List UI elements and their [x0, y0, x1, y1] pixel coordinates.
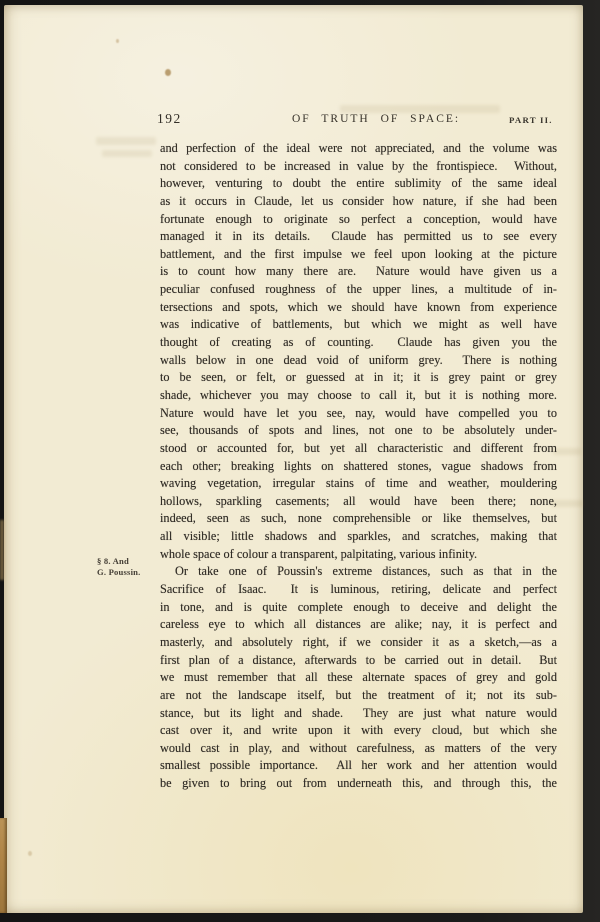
- text-line: see, thousands of spots and lines, not one to be absolutely under-: [160, 423, 557, 438]
- text-line: hollows, sparkling casements; all would have been there; none,: [160, 493, 557, 508]
- text-line: first plan of a distance, afterwards to be carried out in detail. But: [160, 652, 557, 667]
- text-line: peculiar confused roughness of the upper lines, a multitude of in-: [160, 282, 557, 297]
- text-line: was indicative of battlements, but which we might as well have: [160, 317, 557, 332]
- text-body: [160, 140, 557, 793]
- text-line: masterly, and absolutely right, if we consider it as a sketch,—as a: [160, 634, 557, 649]
- text-line: walls below in one dead void of uniform grey. There is nothing: [160, 352, 557, 367]
- text-line: we must remember that all these alternate spaces of grey and gold: [160, 670, 557, 685]
- binding-edge-strip: [0, 818, 7, 913]
- text-line: thought of creating as of counting. Claude has given you the: [160, 335, 557, 350]
- paper-speck: [116, 39, 119, 43]
- text-line: to be seen, or felt, or guessed at in it; it is grey paint or grey: [160, 370, 557, 385]
- show-through-ghost: [102, 150, 152, 157]
- margin-note-line-1: § 8. And: [97, 556, 129, 566]
- text-line: in tone, and is quite complete enough to deceive and delight the: [160, 599, 557, 614]
- text-line: would cast in play, and without carefulness, as matters of the very: [160, 740, 557, 755]
- text-line: be given to bring out from underneath this, and through this, the: [160, 776, 557, 791]
- paragraph: [160, 563, 557, 792]
- text-line: all visible; little shadows and sparkles, and scratches, making that: [160, 529, 557, 544]
- text-line: smallest possible importance. All her work and her attention would: [160, 758, 557, 773]
- text-line: careless eye to which all distances are alike; nay, it is perfect and: [160, 617, 557, 632]
- paper-speck: [28, 851, 32, 856]
- show-through-ghost: [340, 105, 500, 113]
- text-line: stood or accounted for, but yet all characteristic and different from: [160, 440, 557, 455]
- text-line: managed it in its details. Claude has permitted us to see every: [160, 229, 557, 244]
- text-line: not considered to be increased in value by the frontispiece. Without,: [160, 158, 557, 173]
- text-line: whole space of colour a transparent, palpitating, various infinity.: [160, 546, 478, 561]
- text-line: Nature would have let you see, nay, would have compelled you to: [160, 405, 557, 420]
- show-through-ghost: [96, 137, 156, 145]
- binding-edge-strip-faint: [0, 520, 4, 580]
- page-number: 192: [157, 111, 182, 126]
- show-through-ghost: [553, 448, 581, 455]
- text-line: Sacrifice of Isaac. It is luminous, retiring, delicate and perfect: [160, 582, 557, 597]
- text-line: however, venturing to doubt the entire sublimity of the same ideal: [160, 176, 557, 191]
- paragraph: [160, 140, 557, 563]
- margin-note-line-2: G. Poussin.: [97, 566, 141, 577]
- part-label: PART II.: [509, 115, 553, 125]
- paper-speck: [165, 69, 171, 76]
- text-line: cast over it, and write upon it with every cloud, but which she: [160, 723, 557, 738]
- text-line: shade, whichever you may choose to call it, but it is nothing more.: [160, 387, 557, 402]
- text-line: as it occurs in Claude, let us consider how nature, if she had been: [160, 193, 557, 208]
- text-line: fortunate enough to originate so perfect a conception, would have: [160, 211, 557, 226]
- text-line: tersections and spots, which we should have known from experience: [160, 299, 557, 314]
- text-line: and perfection of the ideal were not appreciated, and the volume was: [160, 141, 557, 155]
- text-line: is to count how many there are. Nature would have given us a: [160, 264, 557, 279]
- running-title: OF TRUTH OF SPACE:: [292, 113, 461, 125]
- text-line: each other; breaking lights on shattered stones, vague shadows from: [160, 458, 557, 473]
- text-line: Or take one of Poussin's extreme distances, such as that in the: [175, 564, 557, 579]
- text-line: waving vegetation, irregular stains of time and weather, mouldering: [160, 476, 557, 491]
- text-line: battlement, and the first impulse we feel upon looking at the picture: [160, 246, 557, 261]
- margin-note: [97, 556, 161, 577]
- text-line: stance, but its light and shade. They are just what nature would: [160, 705, 557, 720]
- text-line: indeed, seen as such, none comprehensible or like themselves, but: [160, 511, 557, 526]
- text-line: are not the landscape itself, but the treatment of it; not its sub-: [160, 687, 557, 702]
